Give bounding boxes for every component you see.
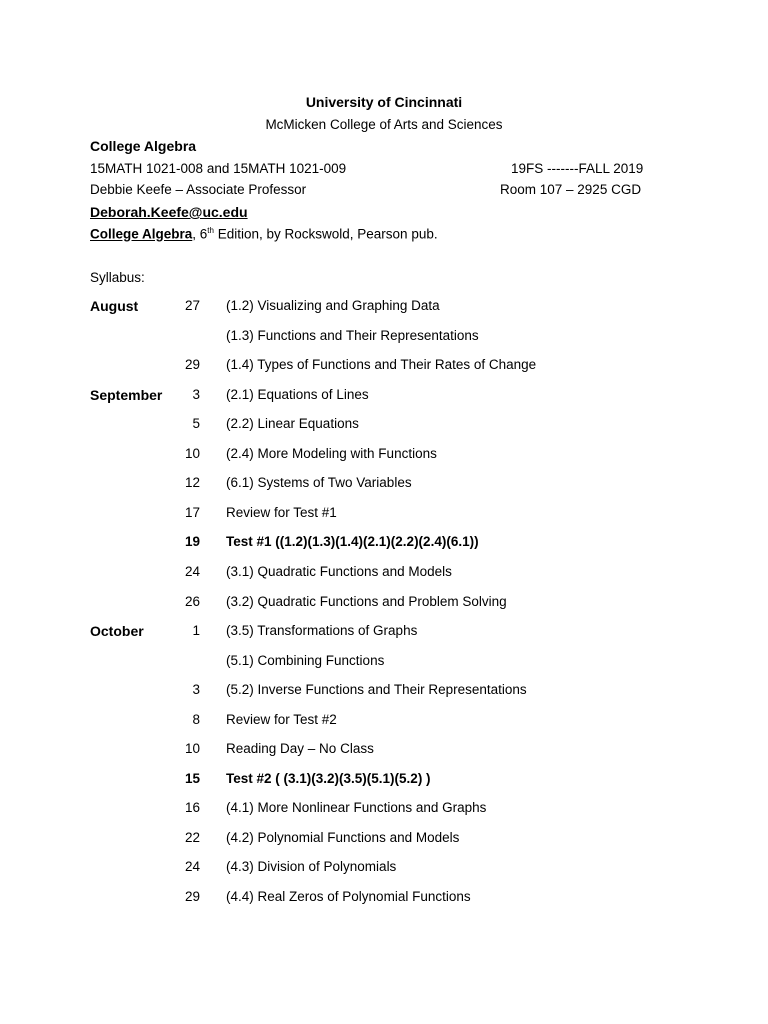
schedule-topic: (1.2) Visualizing and Graphing Data xyxy=(226,298,440,313)
schedule-day: 24 xyxy=(184,859,200,874)
schedule-row xyxy=(0,564,768,584)
course-title: College Algebra xyxy=(90,138,197,154)
schedule-row xyxy=(0,859,768,879)
schedule-row xyxy=(0,771,768,791)
schedule-day: 10 xyxy=(184,446,200,461)
schedule-day: 12 xyxy=(184,475,200,490)
schedule-row xyxy=(0,328,768,348)
instructor: Debbie Keefe – Associate Professor xyxy=(90,182,307,197)
schedule-topic: (5.2) Inverse Functions and Their Representations xyxy=(226,682,527,697)
schedule-row xyxy=(0,830,768,850)
schedule-month: October xyxy=(90,623,144,639)
schedule-row xyxy=(0,623,768,643)
schedule-topic: Test #1 ((1.2)(1.3)(1.4)(2.1)(2.2)(2.4)(6.1)) xyxy=(226,534,479,549)
textbook xyxy=(90,226,438,242)
schedule-topic: (3.2) Quadratic Functions and Problem Solving xyxy=(226,594,507,609)
schedule-row xyxy=(0,889,768,909)
textbook-edition-sup: th xyxy=(207,226,214,235)
schedule-row xyxy=(0,741,768,761)
schedule-day: 1 xyxy=(192,623,200,638)
schedule-topic: (2.2) Linear Equations xyxy=(226,416,359,431)
schedule-topic: (4.4) Real Zeros of Polynomial Functions xyxy=(226,889,471,904)
course-sections: 15MATH 1021-008 and 15MATH 1021-009 xyxy=(90,161,347,176)
schedule-day: 17 xyxy=(184,505,200,520)
schedule-topic: Review for Test #2 xyxy=(226,712,337,727)
schedule-topic: (6.1) Systems of Two Variables xyxy=(226,475,412,490)
schedule-topic: Test #2 ( (3.1)(3.2)(3.5)(5.1)(5.2) ) xyxy=(226,771,431,786)
schedule-day: 10 xyxy=(184,741,200,756)
room: Room 107 – 2925 CGD xyxy=(500,182,642,197)
schedule-row xyxy=(0,446,768,466)
schedule-topic: (4.3) Division of Polynomials xyxy=(226,859,397,874)
schedule-row xyxy=(0,712,768,732)
schedule-day: 15 xyxy=(184,771,200,786)
college-name: McMicken College of Arts and Sciences xyxy=(265,117,503,132)
schedule-day: 27 xyxy=(184,298,200,313)
schedule-topic: (4.2) Polynomial Functions and Models xyxy=(226,830,460,845)
schedule-topic: (5.1) Combining Functions xyxy=(226,653,385,668)
schedule-topic: (2.4) More Modeling with Functions xyxy=(226,446,437,461)
schedule-day: 8 xyxy=(192,712,200,727)
schedule-topic: (3.5) Transformations of Graphs xyxy=(226,623,418,638)
schedule-topic: (2.1) Equations of Lines xyxy=(226,387,369,402)
schedule-row xyxy=(0,594,768,614)
schedule-row xyxy=(0,682,768,702)
schedule-row xyxy=(0,653,768,673)
schedule-row xyxy=(0,357,768,377)
term: 19FS -------FALL 2019 xyxy=(511,161,644,176)
schedule-day: 22 xyxy=(184,830,200,845)
schedule-row xyxy=(0,475,768,495)
schedule-row xyxy=(0,387,768,407)
schedule-month: September xyxy=(90,387,163,403)
textbook-details: Edition, by Rockswold, Pearson pub. xyxy=(213,226,438,242)
university-title: University of Cincinnati xyxy=(305,94,463,110)
schedule-day: 19 xyxy=(184,534,200,549)
schedule-day: 29 xyxy=(184,889,200,904)
schedule-row xyxy=(0,416,768,436)
textbook-edition-prefix: , 6 xyxy=(192,226,208,242)
schedule-day: 16 xyxy=(184,800,200,815)
schedule-day: 3 xyxy=(192,387,200,402)
schedule-row xyxy=(0,534,768,554)
schedule-month: August xyxy=(90,298,139,314)
textbook-title: College Algebra xyxy=(90,226,193,242)
schedule-topic: (4.1) More Nonlinear Functions and Graphs xyxy=(226,800,487,815)
schedule-day: 29 xyxy=(184,357,200,372)
schedule-day: 5 xyxy=(192,416,200,431)
schedule-day: 26 xyxy=(184,594,200,609)
schedule-row xyxy=(0,505,768,525)
schedule-row xyxy=(0,800,768,820)
schedule-topic: Reading Day – No Class xyxy=(226,741,374,756)
schedule-topic: (3.1) Quadratic Functions and Models xyxy=(226,564,452,579)
schedule-day: 3 xyxy=(192,682,200,697)
schedule-topic: Review for Test #1 xyxy=(226,505,337,520)
schedule-topic: (1.3) Functions and Their Representations xyxy=(226,328,479,343)
schedule-topic: (1.4) Types of Functions and Their Rates of Change xyxy=(226,357,537,372)
schedule-row xyxy=(0,298,768,318)
syllabus-label: Syllabus: xyxy=(90,270,145,285)
email-link[interactable]: Deborah.Keefe@uc.edu xyxy=(90,204,248,220)
schedule-day: 24 xyxy=(184,564,200,579)
